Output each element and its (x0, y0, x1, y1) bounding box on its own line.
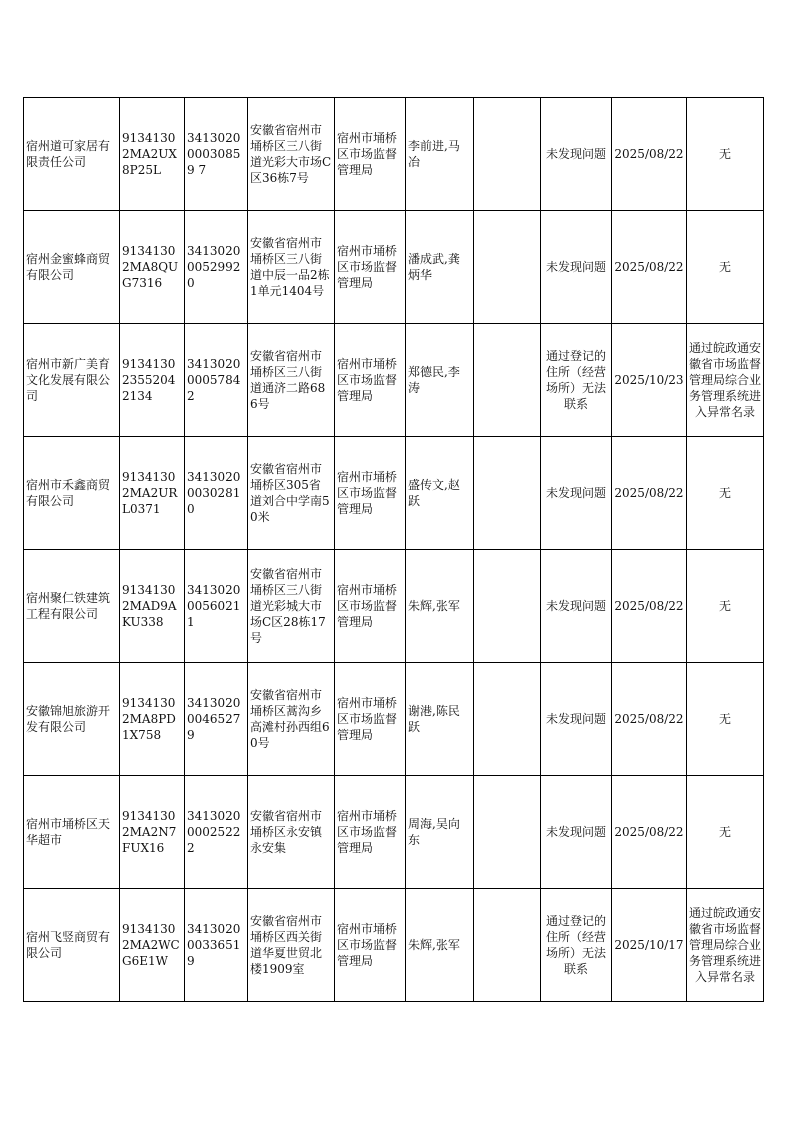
registration-number-cell: 341302000302810 (185, 437, 248, 550)
blank-cell (474, 324, 541, 437)
inspectors-cell: 盛传文,赵跃 (406, 437, 474, 550)
address-cell: 安徽省宿州市埇桥区三八街道通济二路686号 (248, 324, 335, 437)
table-row (24, 98, 764, 211)
table-row (24, 437, 764, 550)
credit-code-cell: 91341302MA2N7FUX16 (120, 776, 185, 889)
department-cell: 宿州市埇桥区市场监督管理局 (335, 550, 406, 663)
blank-cell (474, 663, 541, 776)
credit-code-cell: 91341302MA2UX8P25L (120, 98, 185, 211)
registration-number-cell: 341302000057842 (185, 324, 248, 437)
company-name-cell: 宿州飞竖商贸有限公司 (24, 889, 120, 1002)
measure-cell: 无 (687, 211, 764, 324)
inspectors-cell: 周海,吴向东 (406, 776, 474, 889)
date-cell: 2025/10/23 (612, 324, 687, 437)
result-cell: 未发现问题 (541, 663, 612, 776)
date-cell: 2025/08/22 (612, 663, 687, 776)
blank-cell (474, 211, 541, 324)
company-name-cell: 宿州聚仁铁建筑工程有限公司 (24, 550, 120, 663)
date-cell: 2025/08/22 (612, 776, 687, 889)
address-cell: 安徽省宿州市埇桥区三八街道光彩大市场C区36栋7号 (248, 98, 335, 211)
registration-number-cell: 341302000560211 (185, 550, 248, 663)
company-name-cell: 安徽锦旭旅游开发有限公司 (24, 663, 120, 776)
result-cell: 未发现问题 (541, 98, 612, 211)
credit-code-cell: 91341302MA2URL0371 (120, 437, 185, 550)
inspectors-cell: 郑德民,李涛 (406, 324, 474, 437)
department-cell: 宿州市埇桥区市场监督管理局 (335, 889, 406, 1002)
blank-cell (474, 889, 541, 1002)
inspection-results-table (23, 97, 764, 1002)
address-cell: 安徽省宿州市埇桥区蒿沟乡高滩村孙西组60号 (248, 663, 335, 776)
result-cell: 未发现问题 (541, 550, 612, 663)
table-row (24, 550, 764, 663)
address-cell: 安徽省宿州市埇桥区永安镇永安集 (248, 776, 335, 889)
table-row (24, 776, 764, 889)
registration-number-cell: 341302000529920 (185, 211, 248, 324)
result-cell: 通过登记的住所（经营场所）无法联系 (541, 889, 612, 1002)
credit-code-cell: 91341302MA8QUG7316 (120, 211, 185, 324)
result-cell: 未发现问题 (541, 211, 612, 324)
company-name-cell: 宿州市埇桥区天华超市 (24, 776, 120, 889)
inspectors-cell: 朱辉,张军 (406, 550, 474, 663)
blank-cell (474, 437, 541, 550)
blank-cell (474, 550, 541, 663)
measure-cell: 通过皖政通安徽省市场监督管理局综合业务管理系统进入异常名录 (687, 324, 764, 437)
address-cell: 安徽省宿州市埇桥区三八街道中辰一品2栋1单元1404号 (248, 211, 335, 324)
date-cell: 2025/08/22 (612, 211, 687, 324)
blank-cell (474, 98, 541, 211)
date-cell: 2025/08/22 (612, 98, 687, 211)
company-name-cell: 宿州市禾鑫商贸有限公司 (24, 437, 120, 550)
address-cell: 安徽省宿州市埇桥区305省道刘合中学南50米 (248, 437, 335, 550)
measure-cell: 无 (687, 98, 764, 211)
registration-number-cell: 341302000030859 7 (185, 98, 248, 211)
registration-number-cell: 341302000336519 (185, 889, 248, 1002)
measure-cell: 无 (687, 663, 764, 776)
company-name-cell: 宿州金蜜蜂商贸有限公司 (24, 211, 120, 324)
inspectors-cell: 李前进,马冶 (406, 98, 474, 211)
date-cell: 2025/10/17 (612, 889, 687, 1002)
department-cell: 宿州市埇桥区市场监督管理局 (335, 663, 406, 776)
inspectors-cell: 潘成武,龚炳华 (406, 211, 474, 324)
measure-cell: 通过皖政通安徽省市场监督管理局综合业务管理系统进入异常名录 (687, 889, 764, 1002)
date-cell: 2025/08/22 (612, 550, 687, 663)
measure-cell: 无 (687, 550, 764, 663)
department-cell: 宿州市埇桥区市场监督管理局 (335, 98, 406, 211)
result-cell: 通过登记的住所（经营场所）无法联系 (541, 324, 612, 437)
registration-number-cell: 341302000465279 (185, 663, 248, 776)
inspectors-cell: 朱辉,张军 (406, 889, 474, 1002)
table-row (24, 324, 764, 437)
date-cell: 2025/08/22 (612, 437, 687, 550)
inspectors-cell: 谢港,陈民跃 (406, 663, 474, 776)
credit-code-cell: 91341302MA8PD1X758 (120, 663, 185, 776)
department-cell: 宿州市埇桥区市场监督管理局 (335, 776, 406, 889)
credit-code-cell: 91341302MA2WCG6E1W (120, 889, 185, 1002)
blank-cell (474, 776, 541, 889)
table-row (24, 663, 764, 776)
company-name-cell: 宿州市新广美育文化发展有限公司 (24, 324, 120, 437)
measure-cell: 无 (687, 437, 764, 550)
credit-code-cell: 913413023552042134 (120, 324, 185, 437)
address-cell: 安徽省宿州市埇桥区西关街道华夏世贸北楼1909室 (248, 889, 335, 1002)
credit-code-cell: 91341302MAD9AKU338 (120, 550, 185, 663)
table-row (24, 211, 764, 324)
company-name-cell: 宿州道可家居有限责任公司 (24, 98, 120, 211)
table-body (24, 98, 764, 1002)
department-cell: 宿州市埇桥区市场监督管理局 (335, 437, 406, 550)
result-cell: 未发现问题 (541, 437, 612, 550)
measure-cell: 无 (687, 776, 764, 889)
address-cell: 安徽省宿州市埇桥区三八街道光彩城大市场C区28栋17号 (248, 550, 335, 663)
result-cell: 未发现问题 (541, 776, 612, 889)
department-cell: 宿州市埇桥区市场监督管理局 (335, 211, 406, 324)
department-cell: 宿州市埇桥区市场监督管理局 (335, 324, 406, 437)
registration-number-cell: 341302000025222 (185, 776, 248, 889)
table-row (24, 889, 764, 1002)
